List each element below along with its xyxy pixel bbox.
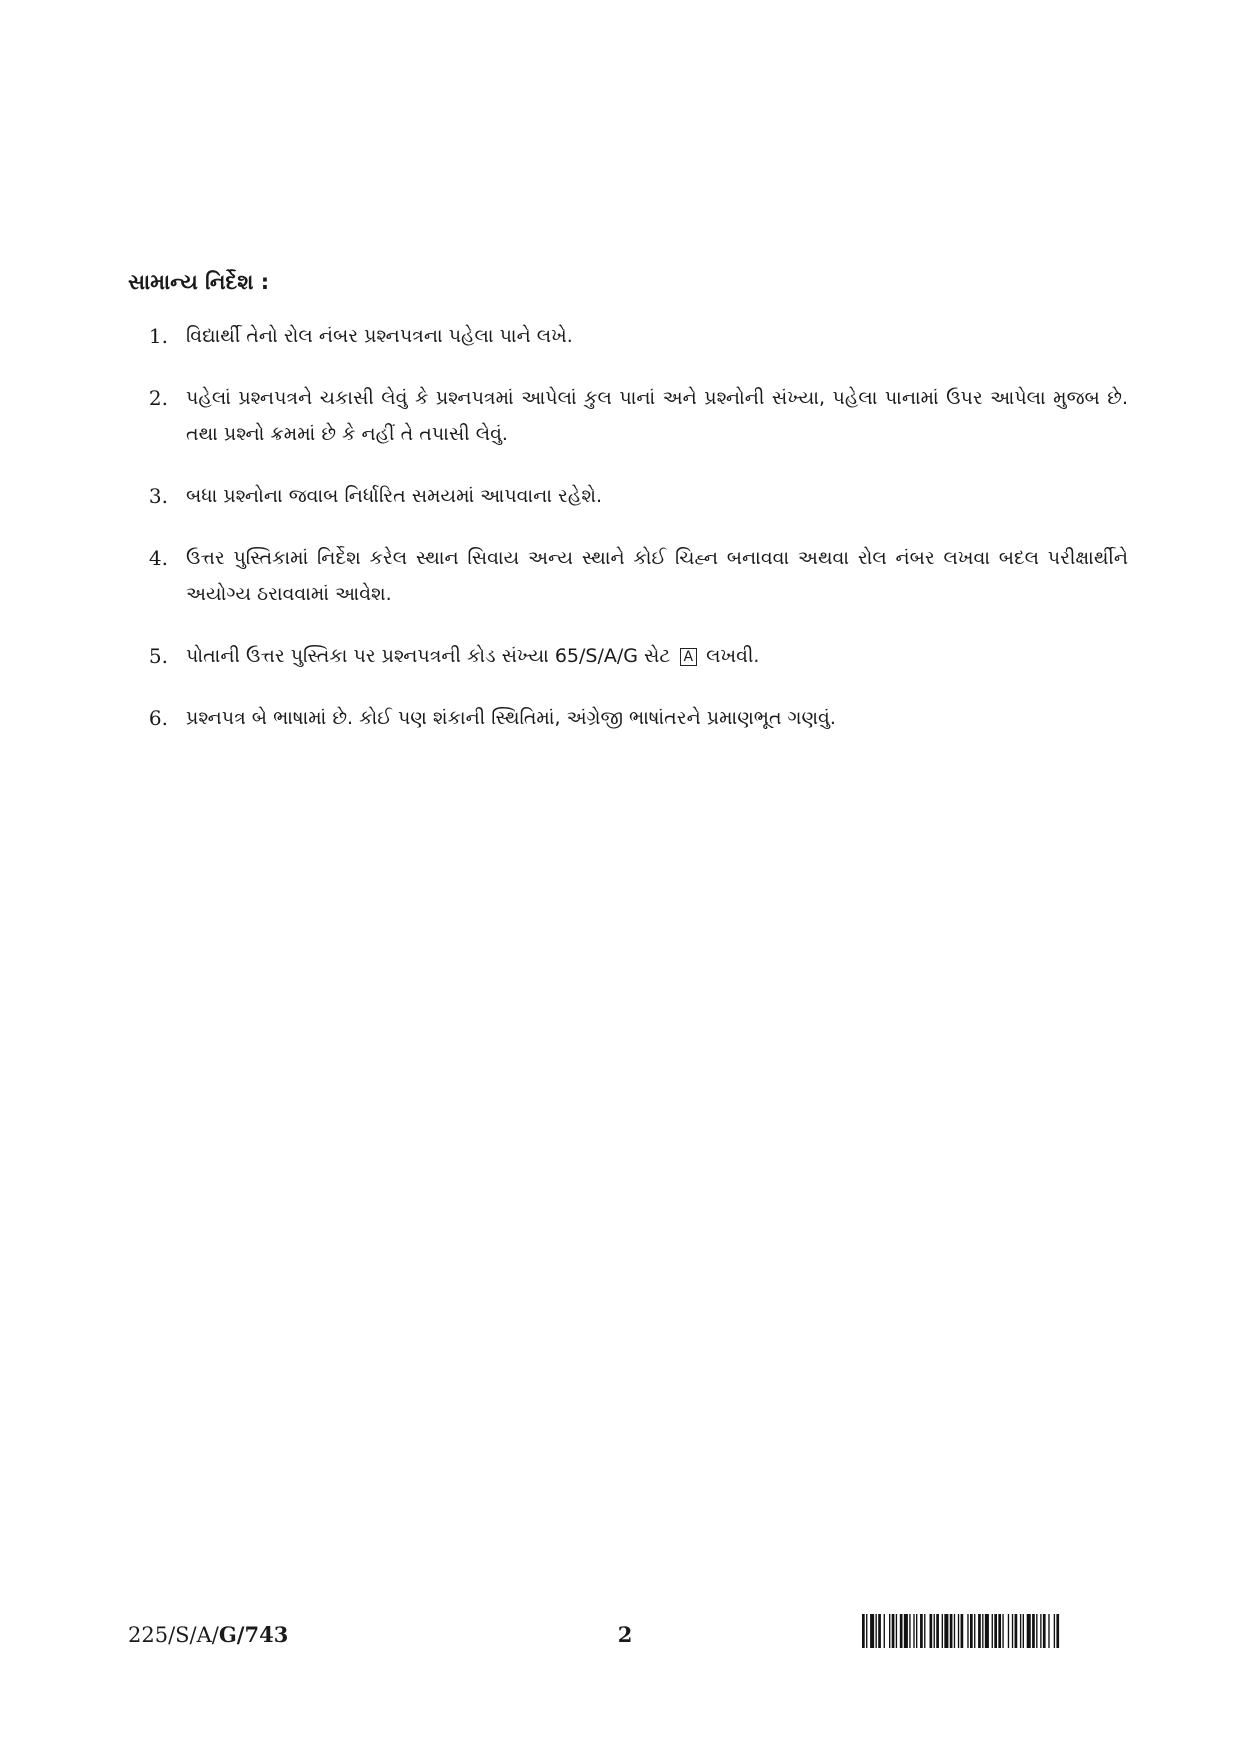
barcode-bar xyxy=(942,1614,943,1648)
paper-code-prefix: 225/S/A/ xyxy=(128,1623,219,1647)
barcode-bar xyxy=(892,1614,895,1648)
instruction-item xyxy=(128,638,1128,674)
barcode-bar xyxy=(970,1614,973,1648)
barcode-bar xyxy=(866,1614,867,1648)
barcode-bar xyxy=(924,1614,925,1648)
barcode-bar xyxy=(982,1614,983,1648)
barcode-bar xyxy=(967,1614,968,1648)
instruction-text: પહેલાં પ્રશ્નપત્રને ચકાસી લેવું કે પ્રશ્નપત્રમાં આપેલાં કુલ પાનાં અને પ્રશ્નોની સંખ્યા, પહેલા પાનામાં ઉપર આપેલા મુજબ છે. તથા પ્રશ્નો ક્રમમાં છે કે નહીં તે તપાસી લેવું. xyxy=(186,387,1128,445)
instruction-text xyxy=(186,638,1128,674)
instruction-number: 6. xyxy=(148,706,168,730)
barcode-bar xyxy=(862,1614,865,1648)
barcode-bar xyxy=(878,1614,881,1648)
barcode-bar xyxy=(913,1614,914,1648)
barcode-bar xyxy=(1048,1614,1049,1648)
barcode-bar xyxy=(1043,1614,1046,1648)
barcode-bar xyxy=(936,1614,939,1648)
instruction-text: બધા પ્રશ્નોના જવાબ નિર્ધારિત સમયમાં આપવાના રહેશે. xyxy=(186,485,603,507)
instructions-list xyxy=(128,318,1128,762)
instruction-item xyxy=(128,380,1128,452)
instruction-text: પ્રશ્નપત્ર બે ભાષામાં છે. કોઈ પણ શંકાની સ્થિતિમાં, અંગ્રેજી ભાષાંતરને પ્રમાણભૂત ગણવું. xyxy=(186,707,836,729)
barcode-bar xyxy=(889,1614,890,1648)
barcode-bar xyxy=(930,1614,933,1648)
barcode-bar xyxy=(1036,1614,1037,1648)
instruction-text: ઉત્તર પુસ્તિકામાં નિર્દેશ કરેલ સ્થાન સિવાય અન્ય સ્થાને કોઈ ચિહ્ન બનાવવા અથવા રોલ નંબર લખવા બદલ પરીક્ષાર્થીને અયોગ્ય ઠરાવવામાં આવેશ. xyxy=(186,547,1128,605)
barcode-bar xyxy=(992,1614,993,1648)
barcode-bar xyxy=(916,1614,917,1648)
instruction-number: 1. xyxy=(148,324,168,348)
barcode-bar xyxy=(994,1614,997,1648)
instruction-number: 2. xyxy=(148,386,168,410)
barcode-bar xyxy=(876,1614,877,1648)
instruction-item xyxy=(128,478,1128,514)
instruction-text-before: પોતાની ઉત્તર પુસ્તિકા પર પ્રશ્નપત્રની કોડ સંખ્યા 65/S/A/G સેટ xyxy=(186,645,671,667)
barcode-bar xyxy=(1012,1614,1013,1648)
barcode-bar xyxy=(950,1614,953,1648)
instruction-item xyxy=(128,540,1128,612)
barcode-bar xyxy=(904,1614,908,1648)
barcode-bar xyxy=(974,1614,975,1648)
instruction-number: 4. xyxy=(148,546,168,570)
barcode-bar xyxy=(998,1614,1001,1648)
barcode-bar xyxy=(934,1614,935,1648)
barcode-bar xyxy=(909,1614,910,1648)
instruction-number: 3. xyxy=(148,484,168,508)
barcode-bar xyxy=(1020,1614,1021,1648)
barcode-bar xyxy=(1027,1614,1031,1648)
barcode-bar xyxy=(978,1614,981,1648)
barcode-bar xyxy=(884,1614,885,1648)
barcode-bar xyxy=(1032,1614,1035,1648)
instruction-number: 5. xyxy=(148,644,168,668)
barcode-bar xyxy=(1040,1614,1041,1648)
set-code-box: A xyxy=(680,648,698,666)
instruction-text-after: લખવી. xyxy=(706,645,760,667)
paper-code xyxy=(128,1622,288,1647)
barcode-bar xyxy=(954,1614,955,1648)
barcode-bar xyxy=(1056,1614,1059,1648)
instruction-text: વિદ્યાર્થી તેનો રોલ નંબર પ્રશ્નપત્રના પહેલા પાને લખે. xyxy=(186,325,573,347)
barcode-bar xyxy=(1015,1614,1018,1648)
barcode-bar xyxy=(961,1614,964,1648)
barcode-bar xyxy=(920,1614,923,1648)
barcode-bar xyxy=(870,1614,874,1648)
barcode-bar xyxy=(985,1614,989,1648)
barcode-bar xyxy=(1002,1614,1003,1648)
barcode-bar xyxy=(944,1614,948,1648)
barcode-bar xyxy=(896,1614,897,1648)
general-instructions-heading: સામાન્ય નિર્દેશ : xyxy=(128,270,270,294)
barcode-bar xyxy=(900,1614,903,1648)
barcode-bar xyxy=(958,1614,959,1648)
barcode-bar xyxy=(1008,1614,1009,1648)
instruction-item xyxy=(128,700,1128,736)
barcode-bar xyxy=(1023,1614,1024,1648)
instruction-item xyxy=(128,318,1128,354)
barcode-bar xyxy=(1054,1614,1055,1648)
page-number: 2 xyxy=(617,1622,633,1647)
barcode-image xyxy=(862,1614,1128,1648)
paper-code-bold: G/743 xyxy=(218,1622,289,1647)
